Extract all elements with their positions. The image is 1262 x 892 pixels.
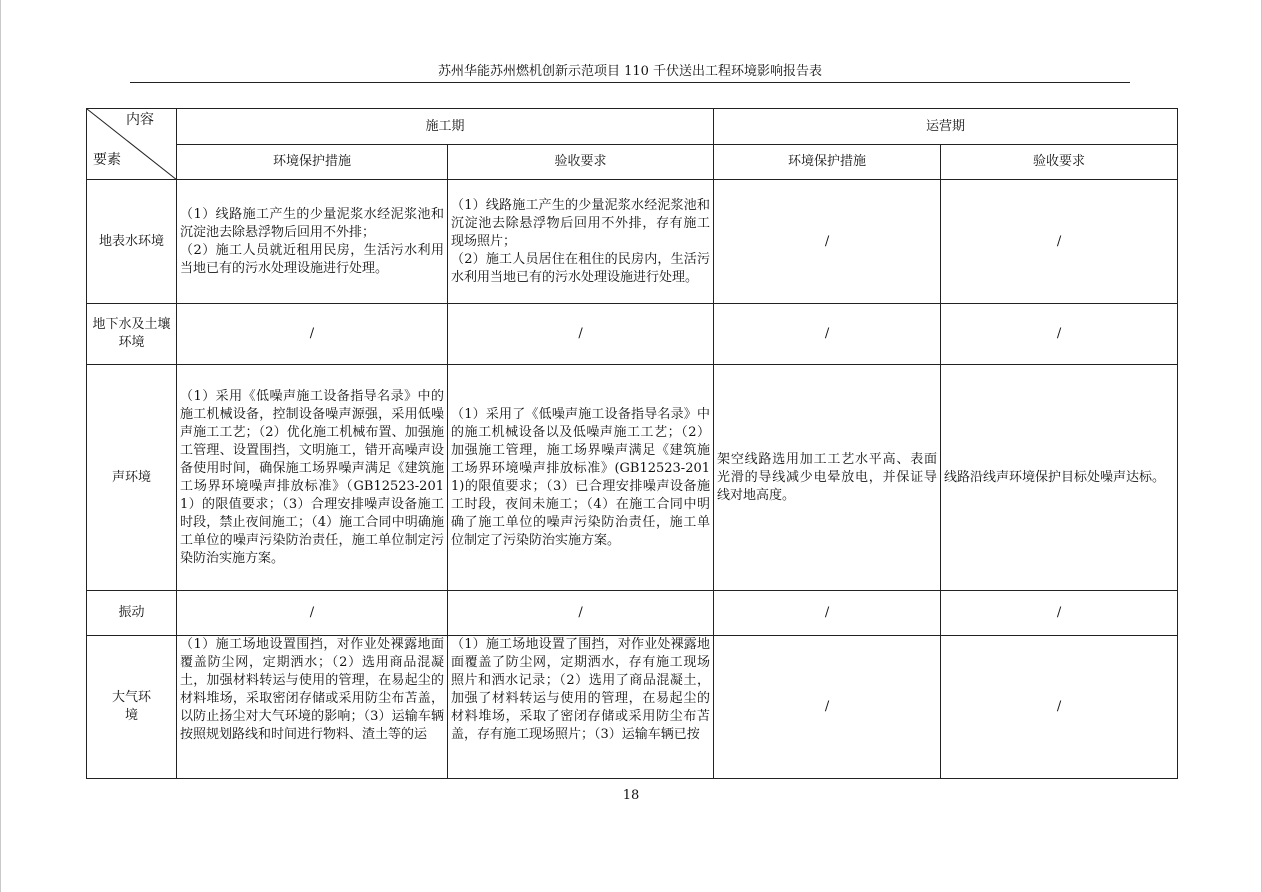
row-element-label: 地表水环境 bbox=[87, 180, 177, 304]
construction-measures-header: 环境保护措施 bbox=[177, 145, 448, 180]
construction-acceptance-cell: （1）施工场地设置了围挡，对作业处裸露地面覆盖了防尘网，定期洒水，存有施工现场照片和洒水记录；（2）选用了商品混凝土，加强了材料转运与使用的管理，在易起尘的材料堆场，采取了密闭存储或采用防尘布苫盖，存有施工现场照片；（3）运输车辆已按 bbox=[448, 636, 714, 779]
construction-measures-cell: / bbox=[177, 591, 448, 636]
construction-acceptance-header: 验收要求 bbox=[448, 145, 714, 180]
construction-measures-cell: （1）施工场地设置围挡，对作业处裸露地面覆盖防尘网，定期洒水；（2）选用商品混凝土，加强材料转运与使用的管理，在易起尘的材料堆场，采取密闭存储或采用防尘布苫盖，以防止扬尘对大气环境的影响；（3）运输车辆按照规划路线和时间进行物料、渣土等的运 bbox=[177, 636, 448, 779]
table-row bbox=[87, 304, 1178, 365]
operation-acceptance-cell: / bbox=[941, 591, 1178, 636]
construction-acceptance-cell: （1）采用了《低噪声施工设备指导名录》中的施工机械设备以及低噪声施工工艺；（2）加强施工管理，施工场界噪声满足《建筑施工场界环境噪声排放标准》(GB12523-2011)的限值要求；（3）已合理安排噪声设备施工时段，夜间未施工；（4）在施工合同中明确了施工单位的噪声污染防治责任，施工单位制定了污染防治实施方案。 bbox=[448, 365, 714, 591]
operation-measures-cell: / bbox=[714, 304, 941, 365]
table-row bbox=[87, 591, 1178, 636]
row-element-label: 大气环境 bbox=[87, 636, 177, 779]
page-number: 18 bbox=[622, 788, 640, 803]
operation-measures-header: 环境保护措施 bbox=[714, 145, 941, 180]
construction-acceptance-cell: / bbox=[448, 591, 714, 636]
construction-measures-cell: / bbox=[177, 304, 448, 365]
table-row bbox=[87, 636, 1178, 779]
table-row bbox=[87, 180, 1178, 304]
construction-measures-cell: （1）采用《低噪声施工设备指导名录》中的施工机械设备，控制设备噪声源强，采用低噪声施工工艺；（2）优化施工机械布置、加强施工管理、设置围挡，文明施工，错开高噪声设备使用时间，确保施工场界噪声满足《建筑施工场界环境噪声排放标准》（GB12523-2011）的限值要求；（3）合理安排噪声设备施工时段，禁止夜间施工；（4）施工合同中明确施工单位的噪声污染防治责任，施工单位制定污染防治实施方案。 bbox=[177, 365, 448, 591]
corner-label-element: 要素 bbox=[93, 152, 121, 168]
operation-measures-cell: / bbox=[714, 636, 941, 779]
operation-measures-cell: 架空线路选用加工工艺水平高、表面光滑的导线减少电晕放电，并保证导线对地高度。 bbox=[714, 365, 941, 591]
construction-period-header: 施工期 bbox=[177, 109, 714, 145]
table-header-row-1 bbox=[87, 109, 1178, 145]
corner-label-content: 内容 bbox=[126, 112, 154, 128]
construction-measures-cell: （1）线路施工产生的少量泥浆水经泥浆池和沉淀池去除悬浮物后回用不外排； （2）施工人员就近租用民房，生活污水利用当地已有的污水处理设施进行处理。 bbox=[177, 180, 448, 304]
diagonal-header-cell bbox=[87, 109, 177, 180]
operation-acceptance-cell: / bbox=[941, 180, 1178, 304]
operation-acceptance-cell: / bbox=[941, 636, 1178, 779]
header-divider bbox=[130, 82, 1130, 83]
construction-acceptance-cell: / bbox=[448, 304, 714, 365]
operation-measures-cell: / bbox=[714, 591, 941, 636]
table-header-row-2 bbox=[87, 145, 1178, 180]
construction-acceptance-cell: （1）线路施工产生的少量泥浆水经泥浆池和沉淀池去除悬浮物后回用不外排，存有施工现场照片； （2）施工人员居住在租住的民房内，生活污水利用当地已有的污水处理设施进行处理。 bbox=[448, 180, 714, 304]
environmental-measures-table bbox=[86, 108, 1178, 779]
operation-measures-cell: / bbox=[714, 180, 941, 304]
operation-period-header: 运营期 bbox=[714, 109, 1178, 145]
operation-acceptance-header: 验收要求 bbox=[941, 145, 1178, 180]
row-element-label: 声环境 bbox=[87, 365, 177, 591]
operation-acceptance-cell: / bbox=[941, 304, 1178, 365]
row-element-label: 振动 bbox=[87, 591, 177, 636]
table-row bbox=[87, 365, 1178, 591]
page-header-title: 苏州华能苏州燃机创新示范项目 110 千伏送出工程环境影响报告表 bbox=[437, 64, 823, 79]
page-edge-left bbox=[0, 0, 1, 892]
operation-acceptance-cell: 线路沿线声环境保护目标处噪声达标。 bbox=[941, 365, 1178, 591]
row-element-label: 地下水及土壤环境 bbox=[87, 304, 177, 365]
